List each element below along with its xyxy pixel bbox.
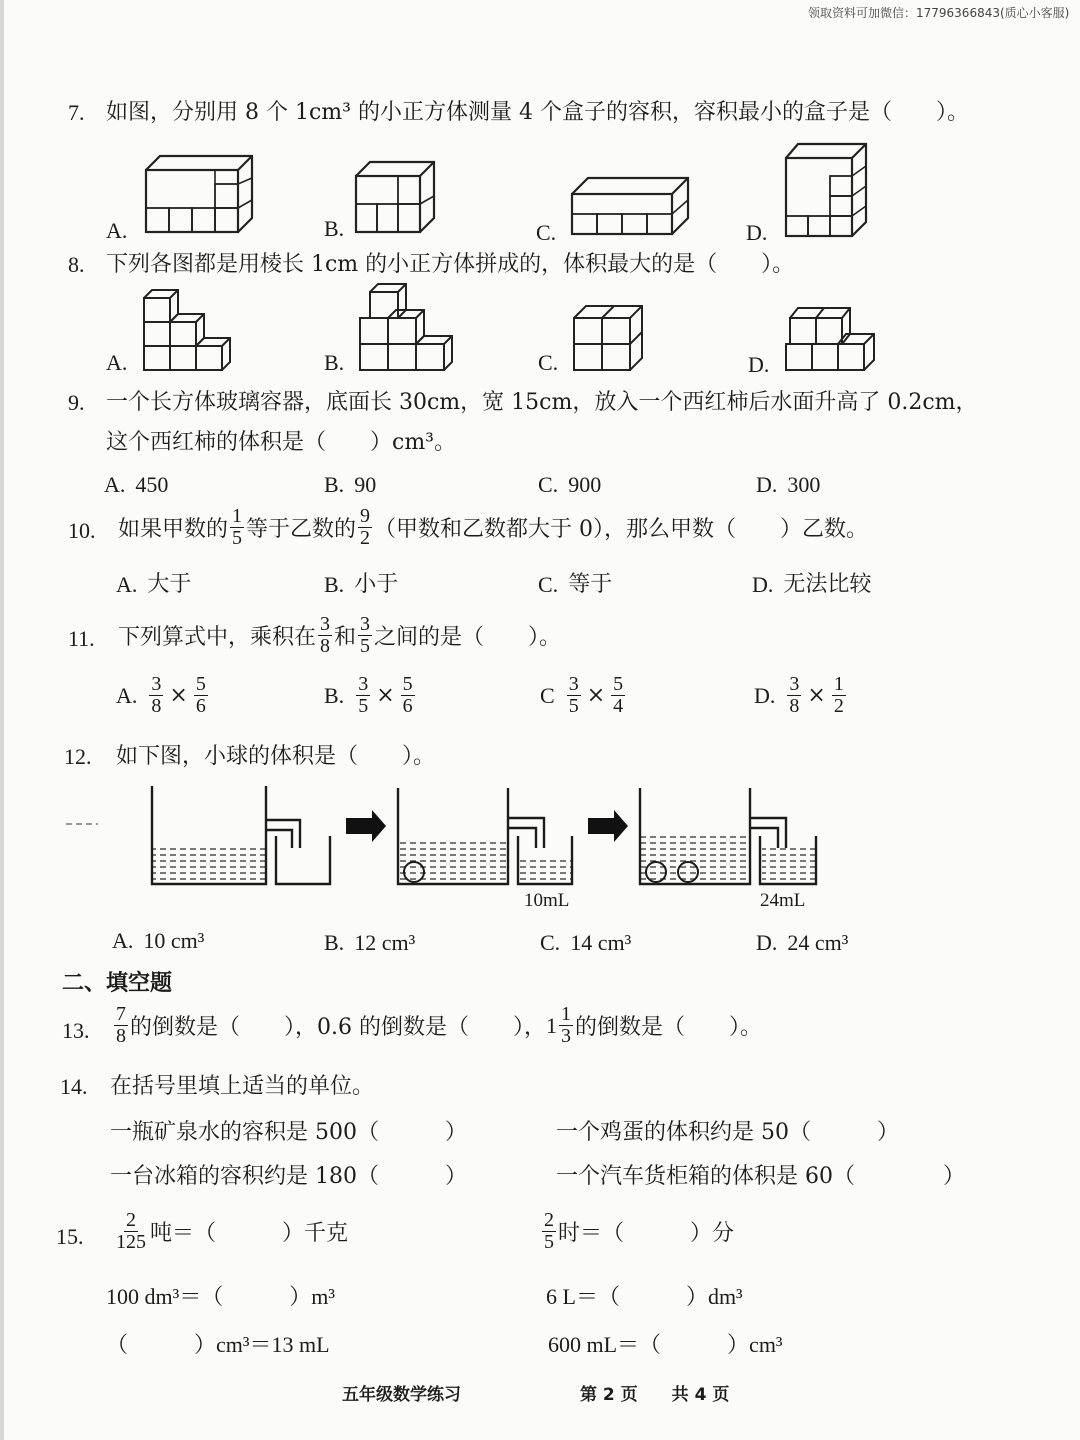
q13-fraction-2 [559,1004,573,1047]
q11-text-pre: 下列算式中，乘积在 [118,625,317,650]
numerator: 3 [360,613,371,635]
q15-ml-to-cm3: 600 mL＝（ ）cm³ [548,1332,783,1357]
q13-text-2: 的倒数是（ ）。 [574,1015,762,1040]
denominator: 8 [151,695,162,717]
footer-page-number: 第 2 页 共 4 页 [580,1385,730,1405]
numerator: 5 [195,673,206,695]
q8-option-a: A. [106,350,128,375]
q8-text: 下列各图都是用棱长 1cm 的小正方体拼成的，体积最大的是（ ）。 [106,252,795,277]
q15-cm3-ml: （ ）cm³＝13 mL [106,1332,330,1357]
q9-line1: 一个长方体玻璃容器，底面长 30cm，宽 15cm，放入一个西红柿后水面升高了 0.2cm， [106,390,978,415]
option-label: D. [754,682,776,708]
q14-item-fridge: 一台冰箱的容积约是 180（ ） [110,1164,467,1189]
option-label: D. [756,930,778,955]
denominator: 3 [560,1025,571,1047]
option-value: 24 cm³ [787,930,849,955]
whole-part: 1 [545,1012,557,1038]
denominator: 8 [789,695,800,717]
q7-option-b: B. [324,216,345,241]
option-value: 10 cm³ [143,928,205,953]
option-label: A. [116,572,138,597]
denominator: 8 [320,635,331,657]
denominator: 2 [833,695,844,717]
q14-text: 在括号里填上适当的单位。 [110,1074,375,1099]
numerator: 3 [358,673,369,695]
numerator: 2 [544,1209,554,1231]
option-value: 300 [787,472,821,497]
numerator: 5 [402,673,413,695]
q15-fraction-hour [542,1210,556,1253]
q14-number: 14. [60,1074,88,1099]
q13-number: 13. [62,1018,90,1043]
option-value: 900 [568,472,602,497]
denominator: 5 [544,1231,554,1253]
numerator: 3 [568,673,579,695]
option-value: 12 cm³ [354,930,416,955]
denominator: 2 [360,527,371,549]
option-label: C. [538,472,559,497]
q15-dm3-to-m3: 100 dm³＝（ ）m³ [106,1284,335,1309]
q14-item-egg: 一个鸡蛋的体积约是 50（ ） [556,1120,899,1145]
denominator: 6 [402,695,413,717]
times-sign: × [586,682,606,708]
q12-option-a [112,930,204,952]
option-label: D. [752,572,774,597]
q12-label-24ml: 24mL [760,890,806,911]
numerator: 3 [320,613,331,635]
q13-mixed-number [546,1004,575,1047]
denominator: 8 [116,1025,126,1047]
q11-text-mid: 和 [334,625,357,650]
q15-hour-conversion [540,1210,734,1253]
q10-text-mid: 等于乙数的 [246,517,357,542]
q7-option-c: C. [536,220,557,245]
numerator: 1 [232,505,243,527]
footer-title: 五年级数学练习 [342,1385,461,1405]
q7-text: 如图，分别用 8 个 1cm³ 的小正方体测量 4 个盒子的容积，容积最小的盒子是（ ）。 [106,100,969,125]
option-label: B. [324,930,345,955]
q10-text-post: （甲数和乙数都大于 0），那么甲数（ ）乙数。 [374,517,869,542]
numerator: 7 [116,1003,126,1025]
option-label: B. [324,472,345,497]
option-value: 90 [354,472,377,497]
option-value: 小于 [354,572,399,597]
option-value: 大于 [147,572,192,597]
q10-number: 10. [68,518,96,543]
times-sign: × [376,682,395,708]
option-label: C [540,682,555,708]
option-label: B. [324,572,345,597]
q12-option-d [756,932,848,954]
q12-text: 如下图，小球的体积是（ ）。 [116,744,436,769]
q12-number: 12. [64,744,92,769]
numerator: 1 [560,1003,571,1025]
q14-item-water: 一瓶矿泉水的容积是 500（ ） [110,1120,467,1145]
q15-number: 15. [56,1224,84,1249]
q13-fraction-1 [114,1004,128,1047]
numerator: 1 [833,673,844,695]
q15-ton-conversion [112,1210,348,1253]
option-value: 等于 [568,572,613,597]
q15-text-hour: 时＝（ ）分 [558,1221,735,1246]
q8-option-d: D. [748,352,770,377]
option-label: D. [756,472,778,497]
q15-l-to-dm3: 6 L＝（ ）dm³ [546,1284,743,1309]
q8-option-c: C. [538,350,559,375]
q7-option-a: A. [106,218,128,243]
section-heading-fill-in: 二、填空题 [62,971,173,996]
q10-text-pre: 如果甲数的 [118,517,229,542]
option-value: 14 cm³ [570,930,632,955]
q11-number: 11. [68,626,95,651]
q15-fraction-ton [114,1210,148,1253]
numerator: 2 [126,1209,136,1231]
denominator: 6 [195,695,206,717]
q9-line2: 这个西红柿的体积是（ ）cm³。 [106,430,457,455]
q13-stem [112,1004,762,1047]
denominator: 5 [358,695,369,717]
option-label: C. [540,930,561,955]
option-label: A. [116,682,138,708]
q8-number: 8. [68,252,85,277]
q12-option-c [540,932,631,954]
denominator: 5 [232,527,243,549]
denominator: 5 [568,695,579,717]
q15-text-ton: 吨＝（ ）千克 [150,1221,349,1246]
denominator: 5 [360,635,371,657]
option-label: C. [538,572,559,597]
q14-item-container: 一个汽车货柜箱的体积是 60（ ） [556,1164,965,1189]
q7-number: 7. [68,100,85,125]
q13-text-1: 的倒数是（ ），0.6 的倒数是（ ）， [130,1015,546,1040]
denominator: 4 [613,695,624,717]
times-sign: × [169,682,188,708]
numerator: 3 [151,673,162,695]
option-value: 450 [135,472,169,497]
option-label: A. [104,472,126,497]
numerator: 3 [789,673,800,695]
q7-option-d: D. [746,220,768,245]
q8-option-b: B. [324,350,345,375]
q12-label-10ml: 10mL [524,890,570,911]
q9-number: 9. [68,390,85,415]
numerator: 5 [613,673,624,695]
option-label: B. [324,682,345,708]
q11-text-post: 之间的是（ ）。 [374,625,562,650]
option-value: 无法比较 [783,572,872,597]
times-sign: × [807,682,826,708]
numerator: 9 [360,505,371,527]
contact-note: 领取资料可加微信：17796366843(质心小客服) [808,6,1070,20]
option-label: A. [112,928,134,953]
denominator: 125 [116,1231,146,1253]
q12-option-b [324,932,415,954]
